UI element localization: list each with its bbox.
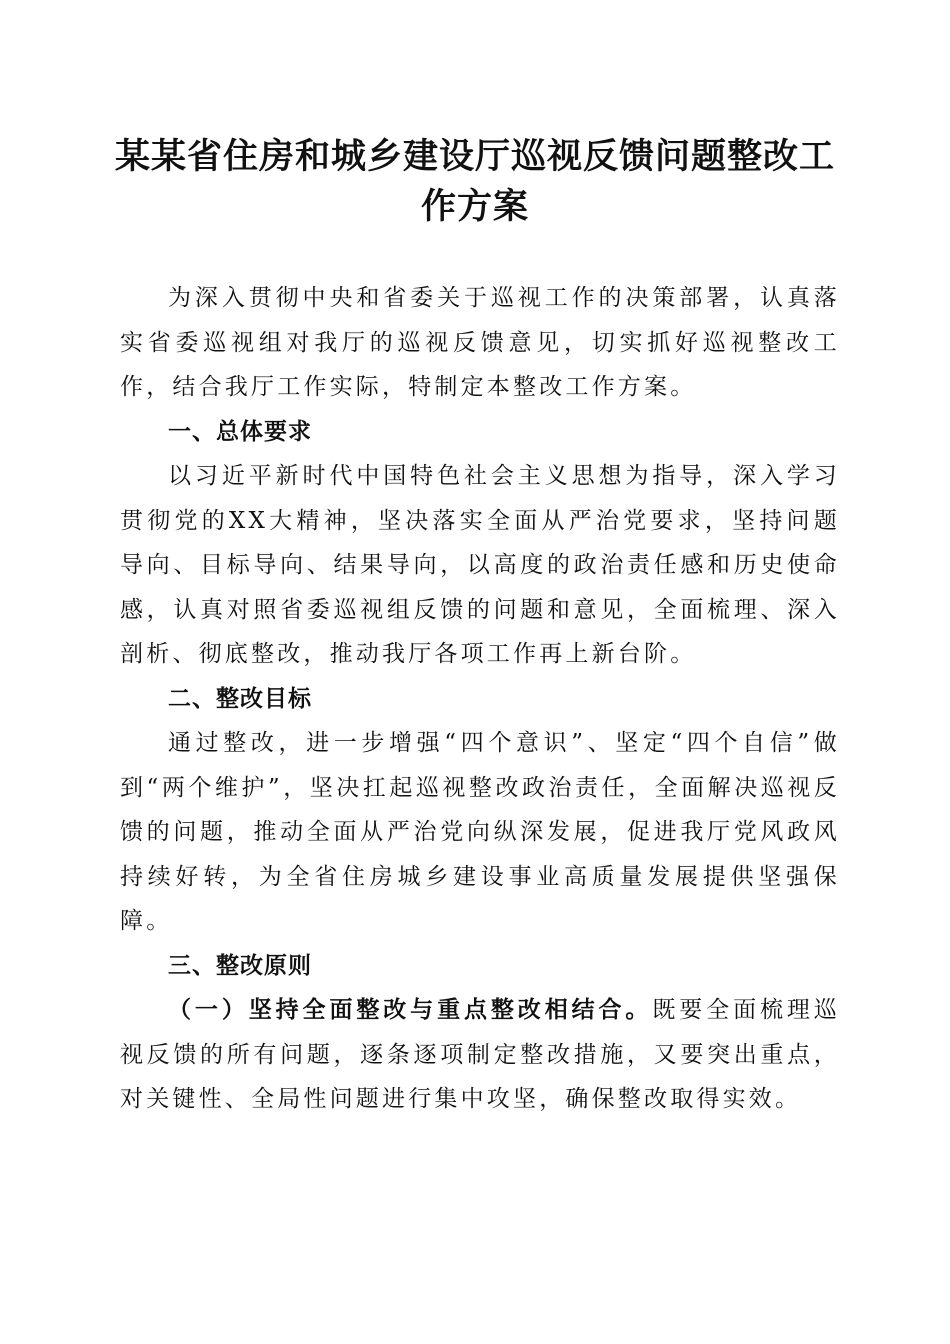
section-heading-rectification-goals: 二、整改目标 [168,685,312,712]
section-paragraph-rectification-goals: 通过整改，进一步增强“四个意识”、坚定“四个自信”做到“两个维护”，坚决扛起巡视整改政治责任，全面解决巡视反馈的问题，推动全面从严治党向纵深发展，促进我厅党风政风持续好转，为全省住房城乡建设事业高质量发展提供坚强保障。 [120,730,840,934]
principle-one-subheading: （一）坚持全面整改与重点整改相结合。 [168,996,653,1023]
section-paragraph-principle-one [120,988,840,1122]
document-body [120,276,840,1122]
principle-one-text: 既要全面梳理巡视反馈的所有问题，逐条逐项制定整改措施，又要突出重点，对关键性、全局性问题进行集中攻坚，确保整改取得实效。 [120,997,840,1112]
section-heading-general-requirements: 一、总体要求 [168,418,312,445]
section-heading-rectification-principles: 三、整改原则 [168,952,312,979]
document-title: 某某省住房和城乡建设厅巡视反馈问题整改工作方案 [114,136,835,227]
intro-paragraph: 为深入贯彻中央和省委关于巡视工作的决策部署，认真落实省委巡视组对我厅的巡视反馈意见，切实抓好巡视整改工作，结合我厅工作实际，特制定本整改工作方案。 [120,285,840,400]
section-paragraph-general-requirements: 以习近平新时代中国特色社会主义思想为指导，深入学习贯彻党的XX大精神，坚决落实全面从严治党要求，坚持问题导向、目标导向、结果导向，以高度的政治责任感和历史使命感，认真对照省委巡视组反馈的问题和意见，全面梳理、深入剖析、彻底整改，推动我厅各项工作再上新台阶。 [120,463,840,667]
